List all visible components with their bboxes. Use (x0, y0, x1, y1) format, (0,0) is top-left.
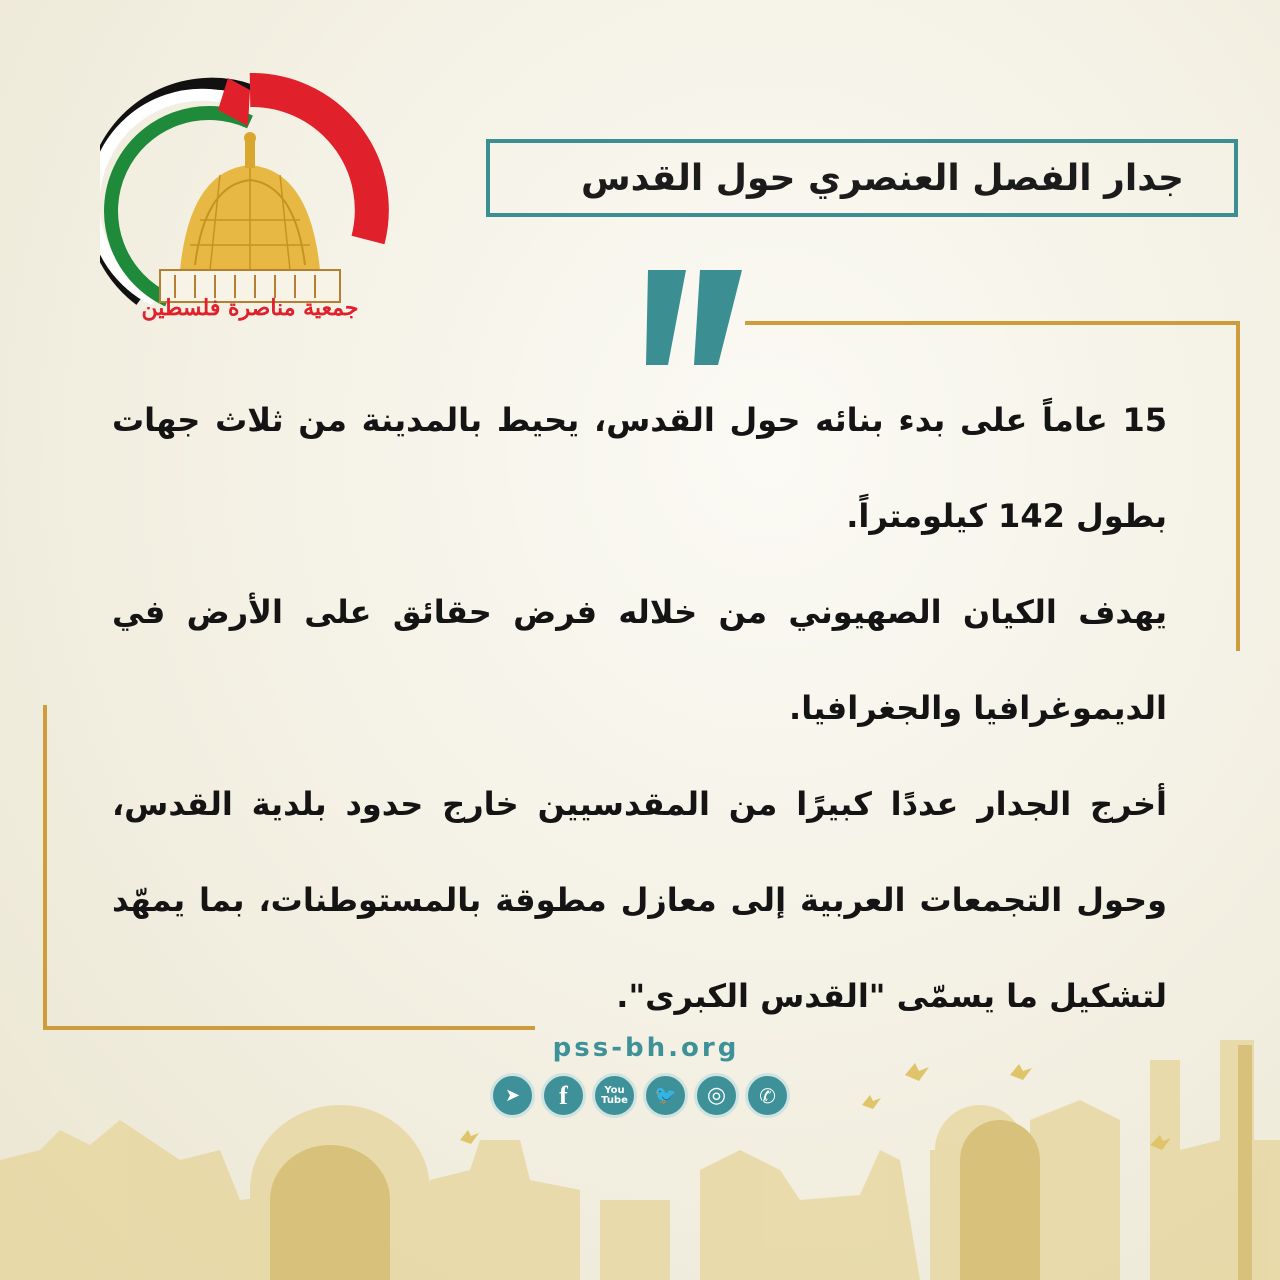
logo-name-text: جمعية مناصرة فلسطين (141, 295, 359, 321)
facebook-icon[interactable]: f (541, 1073, 586, 1118)
whatsapp-icon[interactable]: ✆ (745, 1073, 790, 1118)
paragraph-3: أخرج الجدار عددًا كبيرًا من المقدسيين خارج حدود بلدية القدس، وحول التجمعات العربية إلى معازل مطوقة بالمستوطنات، بما يمهّد لتشكيل ما يسمّى "القدس الكبرى". (112, 785, 1167, 1015)
body-text (112, 372, 1167, 1044)
page-title: جدار الفصل العنصري حول القدس (580, 157, 1184, 199)
frame-right-line (1236, 321, 1240, 651)
quote-marks-icon (638, 270, 748, 370)
paragraph-2: يهدف الكيان الصهيوني من خلاله فرض حقائق على الأرض في الديموغرافيا والجغرافيا. (112, 593, 1167, 727)
title-box (486, 139, 1238, 217)
social-icons (490, 1073, 790, 1118)
website-url[interactable]: pss-bh.org (552, 1033, 740, 1063)
twitter-icon[interactable]: 🐦 (643, 1073, 688, 1118)
paragraph-1: 15 عاماً على بدء بنائه حول القدس، يحيط بالمدينة من ثلاث جهات بطول 142 كيلومتراً. (112, 401, 1167, 535)
organization-logo (100, 70, 395, 330)
telegram-icon[interactable]: ➤ (490, 1073, 535, 1118)
frame-left-line (43, 705, 47, 1030)
youtube-icon[interactable]: You Tube (592, 1073, 637, 1118)
frame-top-line (745, 321, 1240, 325)
instagram-icon[interactable]: ◎ (694, 1073, 739, 1118)
